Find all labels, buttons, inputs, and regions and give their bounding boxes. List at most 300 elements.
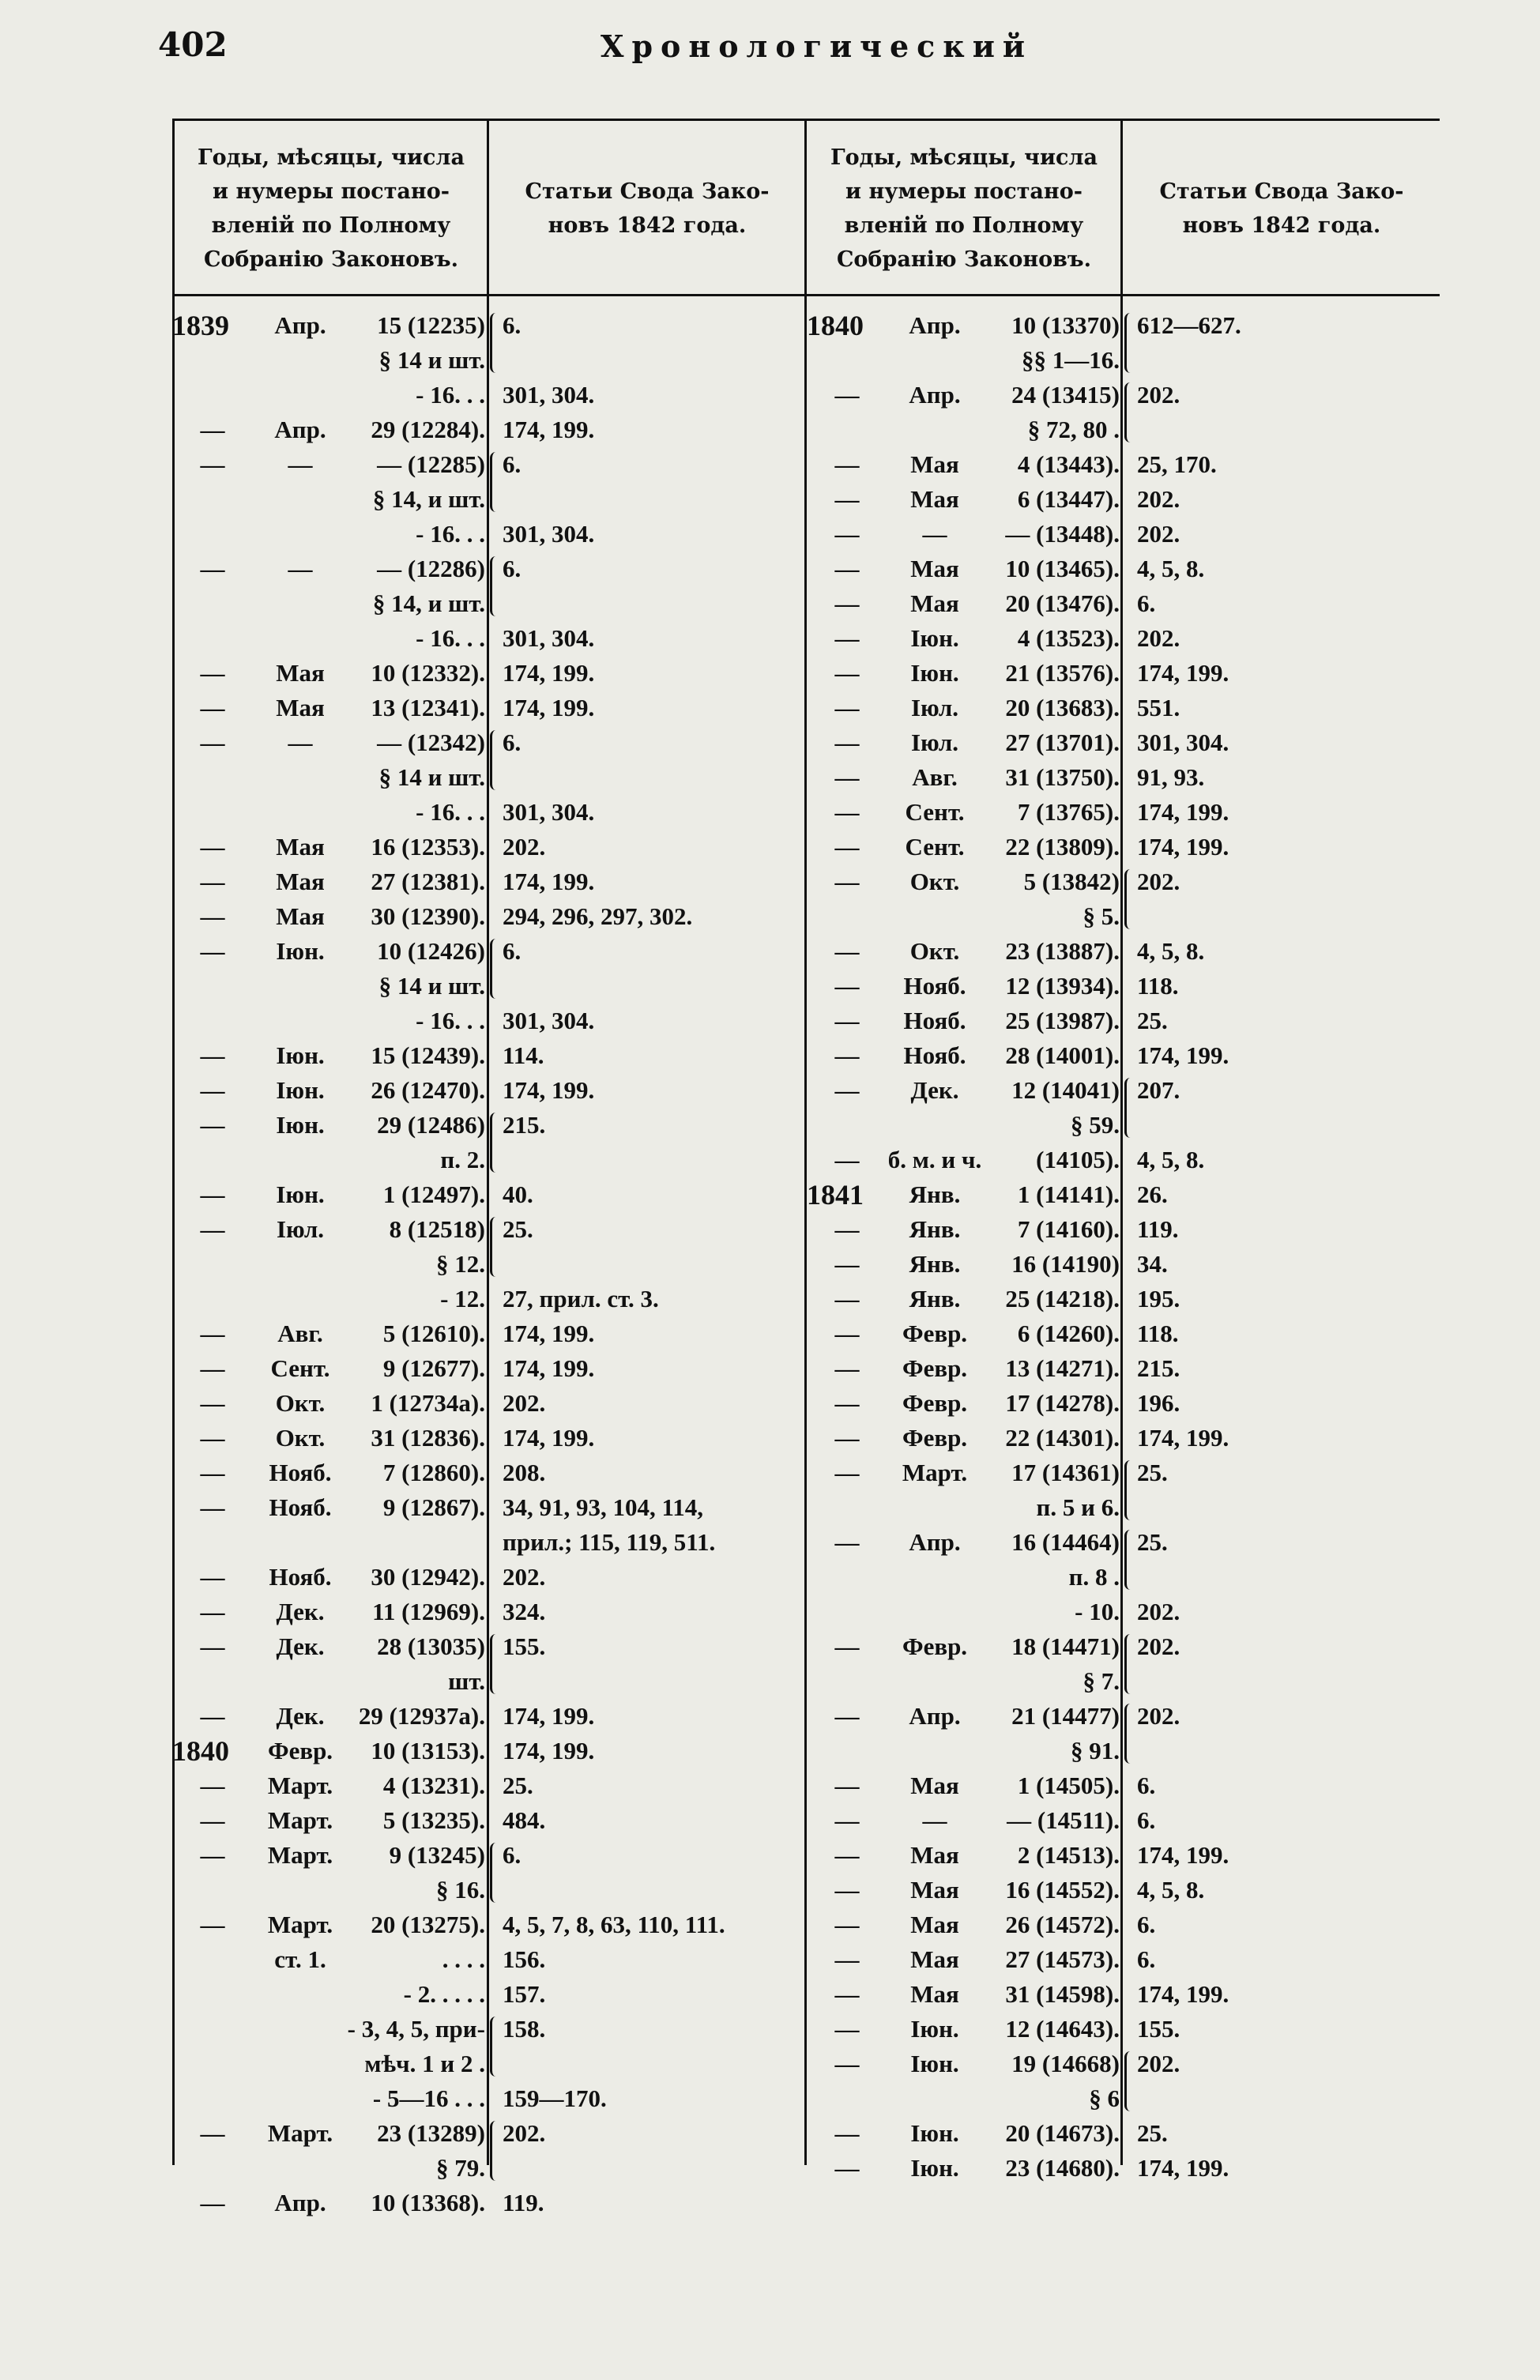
entry-articles: 119. bbox=[503, 2189, 544, 2216]
brace-mark bbox=[490, 1843, 502, 1903]
table-row bbox=[807, 2081, 1439, 2116]
entry-number: 13 (14271). bbox=[1005, 1354, 1120, 1382]
entry-articles: 174, 199. bbox=[503, 868, 595, 895]
entry-number: 8 (12518) bbox=[389, 1215, 485, 1243]
table-row bbox=[807, 1455, 1439, 1490]
entry-number: 4 (13523). bbox=[1017, 624, 1120, 652]
entry-number: 21 (14477) bbox=[1011, 1702, 1120, 1730]
entry-number: 29 (12284). bbox=[371, 416, 485, 443]
table-row bbox=[172, 1942, 804, 1977]
entry-number: § 14 и шт. bbox=[378, 763, 485, 791]
entry-number: 17 (14361) bbox=[1011, 1459, 1120, 1486]
entry-number: 6 (14260). bbox=[1017, 1320, 1120, 1347]
entry-year: — bbox=[834, 1702, 860, 1730]
entry-number: 23 (13289) bbox=[377, 2119, 485, 2147]
entry-number: 1 (14141). bbox=[1017, 1181, 1120, 1208]
entry-month: Іюн. bbox=[276, 1076, 325, 1104]
table-row bbox=[172, 552, 804, 586]
entry-articles: 4, 5, 8. bbox=[1137, 1876, 1205, 1904]
table-row bbox=[172, 2047, 804, 2081]
table-row bbox=[807, 482, 1439, 517]
brace-mark bbox=[490, 313, 502, 373]
table-row bbox=[172, 1282, 804, 1316]
table-row bbox=[807, 969, 1439, 1004]
table-row bbox=[807, 1386, 1439, 1421]
entry-articles: 174, 199. bbox=[503, 1702, 595, 1730]
entry-year: — bbox=[834, 1841, 860, 1869]
entry-number: — (12342) bbox=[377, 729, 485, 756]
entry-month: Іюн. bbox=[910, 2015, 959, 2043]
entry-articles: 155. bbox=[1137, 2015, 1180, 2043]
entry-number: 31 (14598). bbox=[1005, 1980, 1120, 2008]
entry-month: — bbox=[922, 520, 947, 548]
header-line: Годы, мѣсяцы, числа bbox=[198, 145, 465, 170]
table-row bbox=[807, 1490, 1439, 1525]
entry-number: 19 (14668) bbox=[1011, 2050, 1120, 2077]
header-dates-right bbox=[809, 130, 1119, 288]
table-row bbox=[807, 517, 1439, 552]
entry-articles: 6. bbox=[1137, 1911, 1156, 1938]
entry-number: 25 (14218). bbox=[1005, 1285, 1120, 1312]
table-row bbox=[172, 1734, 804, 1768]
entry-articles: 25. bbox=[1137, 1528, 1168, 1556]
entry-number: - 16. . . bbox=[416, 1007, 485, 1034]
entry-number: § 59. bbox=[1071, 1111, 1120, 1139]
entry-number: 10 (13465). bbox=[1005, 555, 1120, 582]
table-row bbox=[172, 1108, 804, 1143]
entry-number: § 7. bbox=[1083, 1667, 1120, 1695]
header-line: вленій по Полному bbox=[211, 213, 451, 238]
entry-year: — bbox=[200, 1493, 225, 1521]
table-row bbox=[807, 1316, 1439, 1351]
entry-articles: 4, 5, 8. bbox=[1137, 1146, 1205, 1173]
entry-year: — bbox=[834, 937, 860, 965]
entry-articles: 6. bbox=[503, 311, 521, 339]
entry-number: - 5—16 . . . bbox=[372, 2084, 485, 2112]
entry-number: - 3, 4, 5, при- bbox=[347, 2015, 485, 2043]
brace-mark bbox=[1124, 869, 1136, 929]
entry-articles: 40. bbox=[503, 1181, 533, 1208]
table-row bbox=[807, 1038, 1439, 1073]
table-row bbox=[807, 1873, 1439, 1907]
entry-year: — bbox=[834, 520, 860, 548]
entry-year: — bbox=[200, 555, 225, 582]
entry-month: Дек. bbox=[276, 1598, 325, 1625]
entry-year: — bbox=[834, 694, 860, 721]
entry-year: — bbox=[834, 659, 860, 687]
table-row bbox=[172, 412, 804, 447]
running-title: Хронологический bbox=[601, 28, 1034, 64]
table-row bbox=[807, 2116, 1439, 2151]
table-row bbox=[807, 795, 1439, 830]
table-row bbox=[807, 830, 1439, 864]
entry-articles: 174, 199. bbox=[503, 1737, 595, 1764]
entry-articles: прил.; 115, 119, 511. bbox=[503, 1528, 716, 1556]
entry-year: — bbox=[200, 868, 225, 895]
entry-articles: 202. bbox=[1137, 1632, 1180, 1660]
entry-number: 26 (12470). bbox=[371, 1076, 485, 1104]
entry-number: (14105). bbox=[1036, 1146, 1120, 1173]
entry-month: ст. 1. bbox=[274, 1945, 326, 1973]
table-row bbox=[172, 2012, 804, 2047]
entry-month: Авг. bbox=[277, 1320, 323, 1347]
entry-year: — bbox=[834, 450, 860, 478]
entry-articles: 25. bbox=[503, 1215, 533, 1243]
entry-number: — (12286) bbox=[377, 555, 485, 582]
table-row bbox=[172, 760, 804, 795]
table-row bbox=[807, 1838, 1439, 1873]
entry-articles: 202. bbox=[503, 1563, 546, 1591]
brace-mark bbox=[1124, 382, 1136, 442]
entry-articles: 301, 304. bbox=[503, 520, 595, 548]
entry-month: — bbox=[288, 729, 313, 756]
table-row bbox=[807, 412, 1439, 447]
entry-year: — bbox=[200, 1772, 225, 1799]
table-row bbox=[172, 1768, 804, 1803]
entry-articles: 174, 199. bbox=[503, 1320, 595, 1347]
table-row bbox=[807, 1351, 1439, 1386]
header-articles-right bbox=[1125, 130, 1438, 288]
entry-year: — bbox=[200, 729, 225, 756]
entry-articles: 195. bbox=[1137, 1285, 1180, 1312]
entry-number: 2 (14513). bbox=[1017, 1841, 1120, 1869]
entry-number: 9 (13245) bbox=[389, 1841, 485, 1869]
entry-articles: 91, 93. bbox=[1137, 763, 1205, 791]
table-row bbox=[172, 2081, 804, 2116]
entry-articles: 196. bbox=[1137, 1389, 1180, 1417]
entry-year: — bbox=[200, 1563, 225, 1591]
entry-number: 10 (12332). bbox=[371, 659, 485, 687]
entry-year: — bbox=[834, 868, 860, 895]
entry-month: Апр. bbox=[274, 311, 326, 339]
table-row bbox=[807, 1004, 1439, 1038]
entry-month: Апр. bbox=[274, 2189, 326, 2216]
entry-month: Мая bbox=[910, 1980, 959, 2008]
entry-number: 1 (14505). bbox=[1017, 1772, 1120, 1799]
table-row bbox=[807, 343, 1439, 378]
table-row bbox=[172, 482, 804, 517]
brace-mark bbox=[1124, 2051, 1136, 2111]
entry-number: 16 (14552). bbox=[1005, 1876, 1120, 1904]
table-row bbox=[172, 656, 804, 691]
entry-year: — bbox=[200, 1598, 225, 1625]
entry-number: 25 (13987). bbox=[1005, 1007, 1120, 1034]
table-row bbox=[172, 308, 804, 343]
table-row bbox=[172, 1177, 804, 1212]
entry-articles: 215. bbox=[1137, 1354, 1180, 1382]
entry-articles: 202. bbox=[503, 833, 546, 860]
table-row bbox=[172, 378, 804, 412]
entry-month: Мая bbox=[910, 485, 959, 513]
entry-number: п. 8 . bbox=[1068, 1563, 1120, 1591]
entry-number: 15 (12235) bbox=[377, 311, 485, 339]
entry-year: — bbox=[834, 2015, 860, 2043]
entry-number: 22 (13809). bbox=[1005, 833, 1120, 860]
entry-articles: 159—170. bbox=[503, 2084, 607, 2112]
entry-number: - 10. bbox=[1075, 1598, 1120, 1625]
table-row bbox=[807, 1595, 1439, 1629]
entry-year: — bbox=[834, 485, 860, 513]
table-row bbox=[172, 517, 804, 552]
table-row bbox=[807, 1421, 1439, 1455]
entry-month: Мая bbox=[276, 902, 325, 930]
entry-articles: 6. bbox=[1137, 1772, 1156, 1799]
entry-month: Март. bbox=[267, 1806, 333, 1834]
brace-mark bbox=[490, 2017, 502, 2077]
table-row bbox=[172, 725, 804, 760]
entry-number: 30 (12390). bbox=[371, 902, 485, 930]
entry-year: — bbox=[200, 1181, 225, 1208]
entry-number: п. 5 и 6. bbox=[1036, 1493, 1120, 1521]
entry-month: Февр. bbox=[267, 1737, 333, 1764]
entry-number: 1 (12734a). bbox=[371, 1389, 485, 1417]
table-row bbox=[807, 1177, 1439, 1212]
entry-year: — bbox=[200, 2119, 225, 2147]
table-row bbox=[172, 586, 804, 621]
table-row bbox=[807, 1734, 1439, 1768]
entry-articles: 114. bbox=[503, 1041, 544, 1069]
table-row bbox=[807, 308, 1439, 343]
entry-year: — bbox=[834, 589, 860, 617]
table-row bbox=[807, 899, 1439, 934]
table-row bbox=[807, 447, 1439, 482]
header-line: и нумеры постано- bbox=[213, 179, 450, 204]
header-line: Собранію Законовъ. bbox=[203, 247, 459, 272]
entry-number: 29 (12937a). bbox=[358, 1702, 485, 1730]
entry-year: — bbox=[834, 729, 860, 756]
table-row bbox=[172, 2116, 804, 2151]
entry-number: 5 (13842) bbox=[1023, 868, 1120, 895]
entry-month: Мая bbox=[910, 589, 959, 617]
entry-number: 24 (13415) bbox=[1011, 381, 1120, 409]
entry-number: § 14 и шт. bbox=[378, 972, 485, 1000]
entry-articles: 301, 304. bbox=[503, 1007, 595, 1034]
entry-month: Іюл. bbox=[276, 1215, 325, 1243]
entry-articles: 174, 199. bbox=[1137, 659, 1229, 687]
entry-year: — bbox=[834, 1911, 860, 1938]
table-row bbox=[807, 1907, 1439, 1942]
table-row bbox=[807, 760, 1439, 795]
table-row bbox=[172, 1212, 804, 1247]
entry-articles: 174, 199. bbox=[503, 659, 595, 687]
entry-year: 1839 bbox=[172, 310, 229, 341]
entry-month: Февр. bbox=[902, 1424, 968, 1452]
entry-year: — bbox=[834, 1285, 860, 1312]
entry-year: — bbox=[834, 381, 860, 409]
header-line: Статьи Свода Зако- bbox=[525, 179, 770, 204]
entry-articles: 208. bbox=[503, 1459, 546, 1486]
entry-month: Окт. bbox=[275, 1389, 326, 1417]
entry-month: Іюн. bbox=[910, 2154, 959, 2182]
entry-year: — bbox=[200, 1041, 225, 1069]
entry-month: Іюн. bbox=[276, 937, 325, 965]
table-row bbox=[807, 1942, 1439, 1977]
table-row bbox=[172, 1247, 804, 1282]
entry-month: Іюн. bbox=[276, 1111, 325, 1139]
table-row bbox=[172, 1351, 804, 1386]
entry-number: § 14, и шт. bbox=[372, 589, 485, 617]
entry-month: Мая bbox=[910, 1841, 959, 1869]
entry-month: Іюн. bbox=[910, 2119, 959, 2147]
header-line: и нумеры постано- bbox=[845, 179, 1083, 204]
table-row bbox=[807, 1699, 1439, 1734]
entry-month: Янв. bbox=[909, 1250, 961, 1278]
entry-number: 4 (13231). bbox=[382, 1772, 485, 1799]
entry-articles: 174, 199. bbox=[1137, 798, 1229, 826]
entry-number: - 2. . . . . bbox=[403, 1980, 485, 2008]
entry-number: § 79. bbox=[436, 2154, 485, 2182]
entry-number: — (14511). bbox=[1007, 1806, 1120, 1834]
brace-mark bbox=[1124, 1530, 1136, 1590]
entry-number: 20 (14673). bbox=[1005, 2119, 1120, 2147]
entry-articles: 157. bbox=[503, 1980, 546, 2008]
entry-number: § 5. bbox=[1083, 902, 1120, 930]
entry-year: — bbox=[200, 694, 225, 721]
entry-number: 20 (13275). bbox=[371, 1911, 485, 1938]
table-row bbox=[807, 864, 1439, 899]
entry-number: — (13448). bbox=[1005, 520, 1120, 548]
entry-articles: 25. bbox=[503, 1772, 533, 1799]
entry-articles: 202. bbox=[503, 2119, 546, 2147]
entry-month: Мая bbox=[910, 1945, 959, 1973]
entry-number: - 16. . . bbox=[416, 798, 485, 826]
header-dates-left bbox=[177, 130, 485, 288]
table-row bbox=[172, 1664, 804, 1699]
entry-number: 17 (14278). bbox=[1005, 1389, 1120, 1417]
entry-number: - 12. bbox=[440, 1285, 485, 1312]
table-row bbox=[172, 1421, 804, 1455]
entry-number: — (12285) bbox=[377, 450, 485, 478]
entry-month: Іюл. bbox=[910, 729, 959, 756]
table-row bbox=[807, 1768, 1439, 1803]
entry-articles: 202. bbox=[1137, 485, 1180, 513]
table-row bbox=[807, 1525, 1439, 1560]
entry-month: Март. bbox=[902, 1459, 968, 1486]
entry-month: Март. bbox=[267, 1841, 333, 1869]
entry-year: — bbox=[834, 1632, 860, 1660]
entry-month: Апр. bbox=[909, 311, 961, 339]
entry-articles: 301, 304. bbox=[503, 624, 595, 652]
entry-year: — bbox=[200, 1841, 225, 1869]
entry-articles: 202. bbox=[1137, 1598, 1180, 1625]
entry-number: 12 (14041) bbox=[1011, 1076, 1120, 1104]
entry-year: — bbox=[834, 1459, 860, 1486]
table-row bbox=[172, 899, 804, 934]
entry-articles: 118. bbox=[1137, 1320, 1179, 1347]
header-line: Собранію Законовъ. bbox=[836, 247, 1092, 272]
entry-year: — bbox=[200, 450, 225, 478]
entry-number: §§ 1—16. bbox=[1022, 346, 1120, 374]
entry-month: Янв. bbox=[909, 1285, 961, 1312]
entry-month: Нояб. bbox=[269, 1493, 332, 1521]
entry-articles: 155. bbox=[503, 1632, 546, 1660]
table-row bbox=[172, 1455, 804, 1490]
table-row bbox=[172, 830, 804, 864]
entry-year: — bbox=[834, 1146, 860, 1173]
chronological-table bbox=[172, 119, 1440, 2216]
table-row bbox=[172, 864, 804, 899]
entry-number: 27 (13701). bbox=[1005, 729, 1120, 756]
entry-articles: 301, 304. bbox=[503, 381, 595, 409]
entry-number: 5 (13235). bbox=[382, 1806, 485, 1834]
entry-articles: 25. bbox=[1137, 1007, 1168, 1034]
entry-month: Март. bbox=[267, 1911, 333, 1938]
entry-month: Апр. bbox=[274, 416, 326, 443]
entry-year: — bbox=[200, 1076, 225, 1104]
entry-year: — bbox=[200, 833, 225, 860]
entry-number: § 16. bbox=[436, 1876, 485, 1904]
entry-month: Іюн. bbox=[276, 1181, 325, 1208]
table-row bbox=[807, 2151, 1439, 2186]
entry-articles: 324. bbox=[503, 1598, 546, 1625]
table-row bbox=[172, 1386, 804, 1421]
brace-mark bbox=[1124, 1460, 1136, 1520]
brace-mark bbox=[490, 1113, 502, 1173]
entry-number: 31 (12836). bbox=[371, 1424, 485, 1452]
entry-articles: 26. bbox=[1137, 1181, 1168, 1208]
entry-year: — bbox=[200, 416, 225, 443]
table-row bbox=[172, 1803, 804, 1838]
entry-number: 31 (13750). bbox=[1005, 763, 1120, 791]
entry-articles: 34. bbox=[1137, 1250, 1168, 1278]
entry-month: Дек. bbox=[276, 1702, 325, 1730]
entry-year: — bbox=[200, 1459, 225, 1486]
entry-articles: 301, 304. bbox=[1137, 729, 1229, 756]
table-row bbox=[807, 1803, 1439, 1838]
entry-articles: 156. bbox=[503, 1945, 546, 1973]
entry-year: — bbox=[200, 1702, 225, 1730]
table-row bbox=[807, 1073, 1439, 1108]
entry-year: — bbox=[834, 798, 860, 826]
entry-year: — bbox=[200, 1389, 225, 1417]
entry-month: Іюл. bbox=[910, 694, 959, 721]
entry-number: § 12. bbox=[436, 1250, 485, 1278]
entry-year: — bbox=[834, 1215, 860, 1243]
entry-month: Нояб. bbox=[903, 972, 966, 1000]
entry-number: 20 (13683). bbox=[1005, 694, 1120, 721]
table-row bbox=[807, 1247, 1439, 1282]
entry-month: Сент. bbox=[270, 1354, 330, 1382]
table-row bbox=[807, 586, 1439, 621]
entry-year: — bbox=[834, 2119, 860, 2147]
entry-month: Іюн. bbox=[910, 2050, 959, 2077]
entry-month: Дек. bbox=[910, 1076, 959, 1104]
table-row bbox=[172, 1316, 804, 1351]
entry-year: — bbox=[834, 1424, 860, 1452]
table-row bbox=[807, 2012, 1439, 2047]
entry-articles: 4, 5, 8. bbox=[1137, 937, 1205, 965]
entry-month: Апр. bbox=[909, 1528, 961, 1556]
entry-articles: 25. bbox=[1137, 1459, 1168, 1486]
entry-year: 1841 bbox=[807, 1179, 864, 1211]
table-row bbox=[172, 1143, 804, 1177]
header-line: Годы, мѣсяцы, числа bbox=[830, 145, 1098, 170]
entry-month: Мая bbox=[910, 1911, 959, 1938]
table-row bbox=[172, 1907, 804, 1942]
entry-month: Мая bbox=[276, 694, 325, 721]
table-row bbox=[807, 1108, 1439, 1143]
entry-year: — bbox=[200, 659, 225, 687]
table-row bbox=[807, 552, 1439, 586]
entry-month: Янв. bbox=[909, 1181, 961, 1208]
entry-month: Апр. bbox=[909, 381, 961, 409]
table-row bbox=[807, 656, 1439, 691]
brace-mark bbox=[1124, 1078, 1136, 1138]
header-line: новъ 1842 года. bbox=[548, 213, 747, 238]
entry-number: 6 (13447). bbox=[1017, 485, 1120, 513]
entry-number: 10 (13368). bbox=[371, 2189, 485, 2216]
entry-number: 1 (12497). bbox=[382, 1181, 485, 1208]
